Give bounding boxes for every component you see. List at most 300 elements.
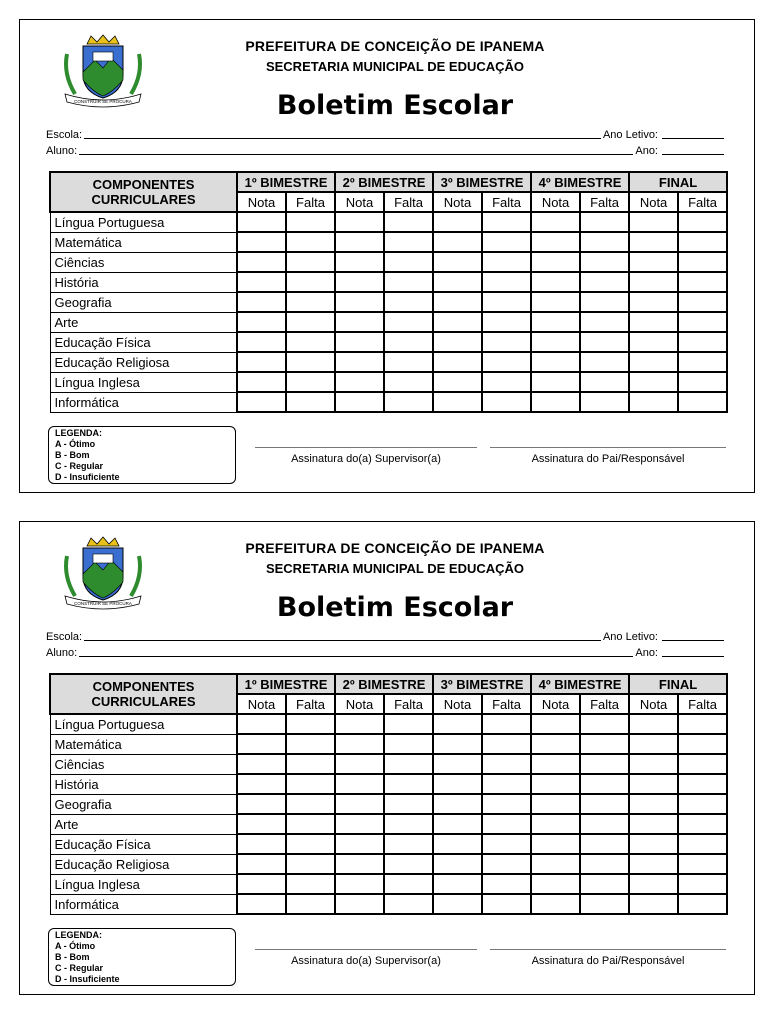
grade-cell[interactable] [237, 392, 286, 412]
absence-cell[interactable] [384, 272, 433, 292]
legend-item: A - Ótimo [55, 439, 96, 449]
subject-name: Ciências [50, 252, 237, 272]
grade-cell[interactable] [531, 814, 580, 834]
table-row [50, 854, 727, 874]
absence-cell[interactable] [384, 252, 433, 272]
supervisor-signature-label: Assinatura do(a) Supervisor(a) [291, 453, 441, 465]
grade-year-input-line[interactable] [662, 153, 724, 155]
absence-cell[interactable] [482, 754, 531, 774]
absence-cell[interactable] [580, 392, 629, 412]
absence-cell[interactable] [286, 392, 335, 412]
grade-cell[interactable] [629, 352, 678, 372]
school-year-input-line[interactable] [662, 639, 724, 641]
grade-cell[interactable] [335, 332, 384, 352]
grade-cell[interactable] [433, 332, 482, 352]
absence-cell[interactable] [580, 794, 629, 814]
grade-cell[interactable] [629, 814, 678, 834]
table-row [50, 894, 727, 914]
grade-cell[interactable] [531, 352, 580, 372]
parent-signature[interactable] [490, 949, 726, 967]
falta-header: Falta [678, 192, 727, 212]
period-header: FINAL [629, 674, 727, 694]
absence-cell[interactable] [286, 252, 335, 272]
table-row [50, 372, 727, 392]
legend-item: A - Ótimo [55, 941, 96, 951]
table-row [50, 392, 727, 412]
grade-cell[interactable] [531, 734, 580, 754]
grade-cell[interactable] [629, 392, 678, 412]
grade-cell[interactable] [237, 232, 286, 252]
subject-name: Informática [50, 392, 237, 412]
absence-cell[interactable] [678, 734, 727, 754]
table-row [50, 212, 727, 232]
absence-cell[interactable] [286, 814, 335, 834]
student-input-line[interactable] [79, 655, 633, 657]
student-field-row [46, 143, 724, 157]
grade-cell[interactable] [531, 894, 580, 914]
absence-cell[interactable] [286, 734, 335, 754]
grade-cell[interactable] [531, 874, 580, 894]
grade-year-label: Ano: [635, 647, 658, 659]
components-header: COMPONENTES CURRICULARES [50, 674, 237, 714]
nota-header: Nota [237, 694, 286, 714]
absence-cell[interactable] [580, 292, 629, 312]
absence-cell[interactable] [678, 834, 727, 854]
absence-cell[interactable] [580, 774, 629, 794]
table-row [50, 814, 727, 834]
nota-header: Nota [335, 192, 384, 212]
absence-cell[interactable] [678, 212, 727, 232]
grade-cell[interactable] [531, 292, 580, 312]
absence-cell[interactable] [482, 734, 531, 754]
absence-cell[interactable] [580, 272, 629, 292]
grade-cell[interactable] [433, 232, 482, 252]
absence-cell[interactable] [482, 714, 531, 734]
period-header: 4º BIMESTRE [531, 172, 629, 192]
absence-cell[interactable] [286, 794, 335, 814]
absence-cell[interactable] [384, 352, 433, 372]
absence-cell[interactable] [482, 352, 531, 372]
subject-name: Geografia [50, 292, 237, 312]
grade-cell[interactable] [237, 874, 286, 894]
grade-cell[interactable] [237, 894, 286, 914]
absence-cell[interactable] [678, 894, 727, 914]
grade-cell[interactable] [629, 774, 678, 794]
grade-cell[interactable] [335, 874, 384, 894]
subject-name: Língua Inglesa [50, 874, 237, 894]
grades-table [49, 171, 728, 413]
grade-cell[interactable] [531, 392, 580, 412]
absence-cell[interactable] [580, 714, 629, 734]
absence-cell[interactable] [384, 794, 433, 814]
absence-cell[interactable] [286, 212, 335, 232]
absence-cell[interactable] [384, 292, 433, 312]
student-label: Aluno: [46, 145, 78, 157]
grade-cell[interactable] [629, 874, 678, 894]
document-title: Boletim Escolar [276, 592, 514, 623]
grade-cell[interactable] [629, 794, 678, 814]
table-row [50, 714, 727, 734]
secretariat-name: SECRETARIA MUNICIPAL DE EDUCAÇÃO [265, 59, 525, 74]
absence-cell[interactable] [580, 854, 629, 874]
absence-cell[interactable] [286, 834, 335, 854]
period-header: 1º BIMESTRE [237, 674, 335, 694]
grade-cell[interactable] [629, 252, 678, 272]
nota-header: Nota [629, 192, 678, 212]
grade-cell[interactable] [629, 272, 678, 292]
legend-item: C - Regular [55, 461, 104, 471]
period-header: 3º BIMESTRE [433, 172, 531, 192]
absence-cell[interactable] [286, 232, 335, 252]
grade-cell[interactable] [629, 332, 678, 352]
school-label: Escola: [46, 129, 83, 141]
grade-year-label: Ano: [635, 145, 658, 157]
absence-cell[interactable] [384, 232, 433, 252]
subject-name: Educação Religiosa [50, 352, 237, 372]
table-row [50, 252, 727, 272]
grade-cell[interactable] [531, 232, 580, 252]
absence-cell[interactable] [482, 272, 531, 292]
supervisor-signature[interactable] [255, 949, 477, 967]
period-header: FINAL [629, 172, 727, 192]
supervisor-signature[interactable] [255, 447, 477, 465]
falta-header: Falta [286, 694, 335, 714]
absence-cell[interactable] [678, 392, 727, 412]
absence-cell[interactable] [678, 714, 727, 734]
absence-cell[interactable] [678, 272, 727, 292]
falta-header: Falta [286, 192, 335, 212]
grade-cell[interactable] [237, 794, 286, 814]
absence-cell[interactable] [384, 332, 433, 352]
subject-name: Matemática [50, 734, 237, 754]
subject-name: Educação Religiosa [50, 854, 237, 874]
grade-cell[interactable] [237, 292, 286, 312]
grade-cell[interactable] [237, 212, 286, 232]
falta-header: Falta [384, 192, 433, 212]
grade-cell[interactable] [629, 212, 678, 232]
grade-cell[interactable] [335, 794, 384, 814]
grade-cell[interactable] [433, 794, 482, 814]
absence-cell[interactable] [580, 754, 629, 774]
grade-cell[interactable] [335, 252, 384, 272]
absence-cell[interactable] [678, 874, 727, 894]
absence-cell[interactable] [482, 894, 531, 914]
absence-cell[interactable] [580, 372, 629, 392]
absence-cell[interactable] [384, 212, 433, 232]
absence-cell[interactable] [286, 372, 335, 392]
grade-cell[interactable] [433, 392, 482, 412]
absence-cell[interactable] [678, 352, 727, 372]
grade-year-input-line[interactable] [662, 655, 724, 657]
grade-cell[interactable] [433, 754, 482, 774]
absence-cell[interactable] [384, 894, 433, 914]
absence-cell[interactable] [286, 332, 335, 352]
subject-name: Informática [50, 894, 237, 914]
grade-cell[interactable] [433, 714, 482, 734]
grade-cell[interactable] [531, 754, 580, 774]
nota-header: Nota [335, 694, 384, 714]
grade-cell[interactable] [237, 854, 286, 874]
grade-cell[interactable] [629, 854, 678, 874]
absence-cell[interactable] [482, 332, 531, 352]
grade-cell[interactable] [335, 854, 384, 874]
signature-line [490, 447, 726, 448]
grade-cell[interactable] [433, 352, 482, 372]
legend-item: D - Insuficiente [55, 974, 120, 984]
absence-cell[interactable] [286, 312, 335, 332]
grade-cell[interactable] [433, 894, 482, 914]
absence-cell[interactable] [384, 392, 433, 412]
absence-cell[interactable] [482, 854, 531, 874]
grade-cell[interactable] [335, 834, 384, 854]
absence-cell[interactable] [384, 854, 433, 874]
svg-text:CONSTRUIR SE PROCURA: CONSTRUIR SE PROCURA [74, 99, 132, 104]
period-header: 3º BIMESTRE [433, 674, 531, 694]
subject-name: Língua Portuguesa [50, 714, 237, 734]
subject-name: História [50, 272, 237, 292]
subject-name: Geografia [50, 794, 237, 814]
absence-cell[interactable] [580, 252, 629, 272]
report-card [19, 521, 755, 995]
grade-cell[interactable] [433, 734, 482, 754]
grade-cell[interactable] [531, 252, 580, 272]
grade-cell[interactable] [629, 714, 678, 734]
absence-cell[interactable] [678, 794, 727, 814]
absence-cell[interactable] [384, 834, 433, 854]
falta-header: Falta [482, 192, 531, 212]
school-field-row [46, 127, 724, 141]
table-row [50, 292, 727, 312]
grade-cell[interactable] [433, 272, 482, 292]
absence-cell[interactable] [580, 834, 629, 854]
nota-header: Nota [531, 192, 580, 212]
absence-cell[interactable] [384, 714, 433, 734]
grade-cell[interactable] [433, 814, 482, 834]
absence-cell[interactable] [678, 312, 727, 332]
grade-cell[interactable] [237, 272, 286, 292]
absence-cell[interactable] [482, 834, 531, 854]
grade-cell[interactable] [629, 312, 678, 332]
period-header: 1º BIMESTRE [237, 172, 335, 192]
grade-cell[interactable] [335, 894, 384, 914]
absence-cell[interactable] [482, 312, 531, 332]
grade-cell[interactable] [237, 774, 286, 794]
grade-cell[interactable] [531, 332, 580, 352]
absence-cell[interactable] [482, 232, 531, 252]
grade-cell[interactable] [335, 352, 384, 372]
legend-item: B - Bom [55, 450, 90, 460]
grade-cell[interactable] [531, 774, 580, 794]
absence-cell[interactable] [580, 312, 629, 332]
grade-cell[interactable] [531, 794, 580, 814]
absence-cell[interactable] [384, 372, 433, 392]
absence-cell[interactable] [678, 332, 727, 352]
absence-cell[interactable] [482, 212, 531, 232]
absence-cell[interactable] [678, 232, 727, 252]
grade-cell[interactable] [531, 272, 580, 292]
parent-signature-label: Assinatura do Pai/Responsável [531, 955, 685, 967]
school-input-line[interactable] [84, 639, 601, 641]
parent-signature[interactable] [490, 447, 726, 465]
grade-cell[interactable] [433, 874, 482, 894]
report-card [19, 19, 755, 493]
absence-cell[interactable] [580, 212, 629, 232]
absence-cell[interactable] [678, 292, 727, 312]
subject-name: Matemática [50, 232, 237, 252]
absence-cell[interactable] [580, 232, 629, 252]
absence-cell[interactable] [678, 372, 727, 392]
components-header: COMPONENTES CURRICULARES [50, 172, 237, 212]
absence-cell[interactable] [286, 292, 335, 312]
absence-cell[interactable] [286, 714, 335, 734]
grade-cell[interactable] [335, 272, 384, 292]
absence-cell[interactable] [384, 774, 433, 794]
school-input-line[interactable] [84, 137, 601, 139]
grade-cell[interactable] [531, 312, 580, 332]
absence-cell[interactable] [482, 392, 531, 412]
grade-cell[interactable] [433, 312, 482, 332]
grade-cell[interactable] [433, 252, 482, 272]
legend-box [48, 426, 236, 484]
grade-cell[interactable] [433, 292, 482, 312]
grade-cell[interactable] [335, 392, 384, 412]
absence-cell[interactable] [286, 754, 335, 774]
table-row [50, 332, 727, 352]
absence-cell[interactable] [482, 874, 531, 894]
grade-cell[interactable] [335, 814, 384, 834]
grade-cell[interactable] [629, 754, 678, 774]
school-label: Escola: [46, 631, 83, 643]
grade-cell[interactable] [237, 754, 286, 774]
grade-cell[interactable] [335, 774, 384, 794]
grade-cell[interactable] [237, 714, 286, 734]
absence-cell[interactable] [678, 754, 727, 774]
nota-header: Nota [237, 192, 286, 212]
subject-name: Língua Portuguesa [50, 212, 237, 232]
grade-cell[interactable] [629, 372, 678, 392]
grade-cell[interactable] [335, 714, 384, 734]
absence-cell[interactable] [286, 272, 335, 292]
grade-cell[interactable] [335, 372, 384, 392]
absence-cell[interactable] [286, 774, 335, 794]
grade-cell[interactable] [629, 232, 678, 252]
absence-cell[interactable] [580, 894, 629, 914]
absence-cell[interactable] [286, 352, 335, 372]
subject-name: Arte [50, 814, 237, 834]
grade-cell[interactable] [433, 372, 482, 392]
grade-cell[interactable] [531, 854, 580, 874]
absence-cell[interactable] [384, 814, 433, 834]
grade-cell[interactable] [629, 834, 678, 854]
grade-cell[interactable] [629, 292, 678, 312]
absence-cell[interactable] [286, 874, 335, 894]
absence-cell[interactable] [384, 874, 433, 894]
absence-cell[interactable] [580, 734, 629, 754]
table-row [50, 312, 727, 332]
subject-name: Arte [50, 312, 237, 332]
grade-cell[interactable] [237, 814, 286, 834]
grade-cell[interactable] [531, 212, 580, 232]
nota-header: Nota [433, 694, 482, 714]
student-input-line[interactable] [79, 153, 633, 155]
absence-cell[interactable] [482, 372, 531, 392]
municipal-crest-icon [53, 34, 153, 108]
grade-cell[interactable] [335, 292, 384, 312]
absence-cell[interactable] [678, 814, 727, 834]
grade-cell[interactable] [433, 212, 482, 232]
absence-cell[interactable] [482, 252, 531, 272]
absence-cell[interactable] [384, 734, 433, 754]
legend-box [48, 928, 236, 986]
svg-text:CONSTRUIR SE PROCURA: CONSTRUIR SE PROCURA [74, 601, 132, 606]
grade-cell[interactable] [237, 372, 286, 392]
grade-cell[interactable] [335, 232, 384, 252]
absence-cell[interactable] [580, 874, 629, 894]
grade-cell[interactable] [433, 834, 482, 854]
school-field-row [46, 629, 724, 643]
grade-cell[interactable] [237, 834, 286, 854]
absence-cell[interactable] [482, 292, 531, 312]
grade-cell[interactable] [531, 714, 580, 734]
grade-cell[interactable] [335, 734, 384, 754]
absence-cell[interactable] [384, 312, 433, 332]
grade-cell[interactable] [531, 372, 580, 392]
table-row [50, 352, 727, 372]
grade-cell[interactable] [335, 212, 384, 232]
prefecture-name: PREFEITURA DE CONCEIÇÃO DE IPANEMA [245, 38, 545, 54]
student-field-row [46, 645, 724, 659]
nota-header: Nota [531, 694, 580, 714]
period-header: 4º BIMESTRE [531, 674, 629, 694]
absence-cell[interactable] [482, 814, 531, 834]
absence-cell[interactable] [482, 794, 531, 814]
student-label: Aluno: [46, 647, 78, 659]
grade-cell[interactable] [531, 834, 580, 854]
absence-cell[interactable] [678, 774, 727, 794]
period-header: 2º BIMESTRE [335, 674, 433, 694]
school-year-input-line[interactable] [662, 137, 724, 139]
grade-cell[interactable] [237, 332, 286, 352]
absence-cell[interactable] [580, 814, 629, 834]
grade-cell[interactable] [237, 734, 286, 754]
school-year-label: Ano Letivo: [602, 129, 658, 141]
grade-cell[interactable] [629, 894, 678, 914]
grade-cell[interactable] [335, 754, 384, 774]
absence-cell[interactable] [678, 854, 727, 874]
absence-cell[interactable] [482, 774, 531, 794]
absence-cell[interactable] [286, 894, 335, 914]
grade-cell[interactable] [335, 312, 384, 332]
falta-header: Falta [580, 694, 629, 714]
absence-cell[interactable] [384, 754, 433, 774]
supervisor-signature-label: Assinatura do(a) Supervisor(a) [291, 955, 441, 967]
grade-cell[interactable] [629, 734, 678, 754]
grade-cell[interactable] [237, 312, 286, 332]
grade-cell[interactable] [237, 352, 286, 372]
grade-cell[interactable] [237, 252, 286, 272]
absence-cell[interactable] [580, 352, 629, 372]
absence-cell[interactable] [286, 854, 335, 874]
table-row [50, 774, 727, 794]
municipal-crest-icon [53, 536, 153, 610]
absence-cell[interactable] [678, 252, 727, 272]
table-row [50, 834, 727, 854]
signature-line [255, 447, 477, 448]
absence-cell[interactable] [580, 332, 629, 352]
grade-cell[interactable] [433, 774, 482, 794]
grade-cell[interactable] [433, 854, 482, 874]
legend-item: C - Regular [55, 963, 104, 973]
